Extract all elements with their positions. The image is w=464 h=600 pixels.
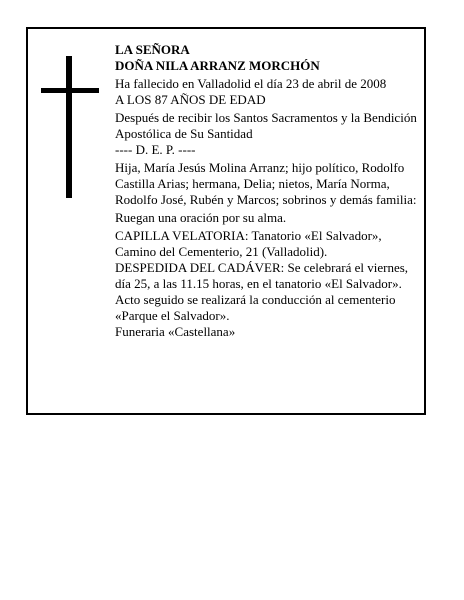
chapel-details: CAPILLA VELATORIA: Tanatorio «El Salvador», Camino del Cementerio, 21 (Valladolid). — [115, 228, 382, 259]
age-statement: A LOS 87 AÑOS DE EDAD — [115, 92, 266, 107]
notice-text-block — [115, 42, 417, 340]
funeral-home: Funeraria «Castellana» — [115, 324, 236, 339]
farewell-details: DESPEDIDA DEL CADÁVER: Se celebrará el viernes, día 25, a las 11.15 horas, en el tanatorio «El Salvador». Acto seguido se realizará la conducción al cementerio «Parque el Salvador». — [115, 260, 409, 323]
obituary-notice — [26, 27, 426, 415]
prayer-request: Ruegan una oración por su alma. — [115, 210, 287, 225]
latin-cross-icon — [41, 56, 99, 198]
sacraments-statement: Después de recibir los Santos Sacramentos y la Bendición Apostólica de Su Santidad — [115, 110, 417, 141]
cross-vertical-bar — [66, 56, 72, 198]
notice-heading: LA SEÑORA — [115, 42, 190, 57]
family-statement: Hija, María Jesús Molina Arranz; hijo político, Rodolfo Castilla Arias; hermana, Delia; nietos, María Norma, Rodolfo José, Rubén y Marcos; sobrinos y demás familia: — [115, 160, 417, 207]
deceased-name: DOÑA NILA ARRANZ MORCHÓN — [115, 58, 320, 73]
rip-line: ---- D. E. P. ---- — [115, 142, 196, 157]
cross-horizontal-bar — [41, 88, 99, 93]
death-statement: Ha fallecido en Valladolid el día 23 de abril de 2008 — [115, 76, 387, 91]
